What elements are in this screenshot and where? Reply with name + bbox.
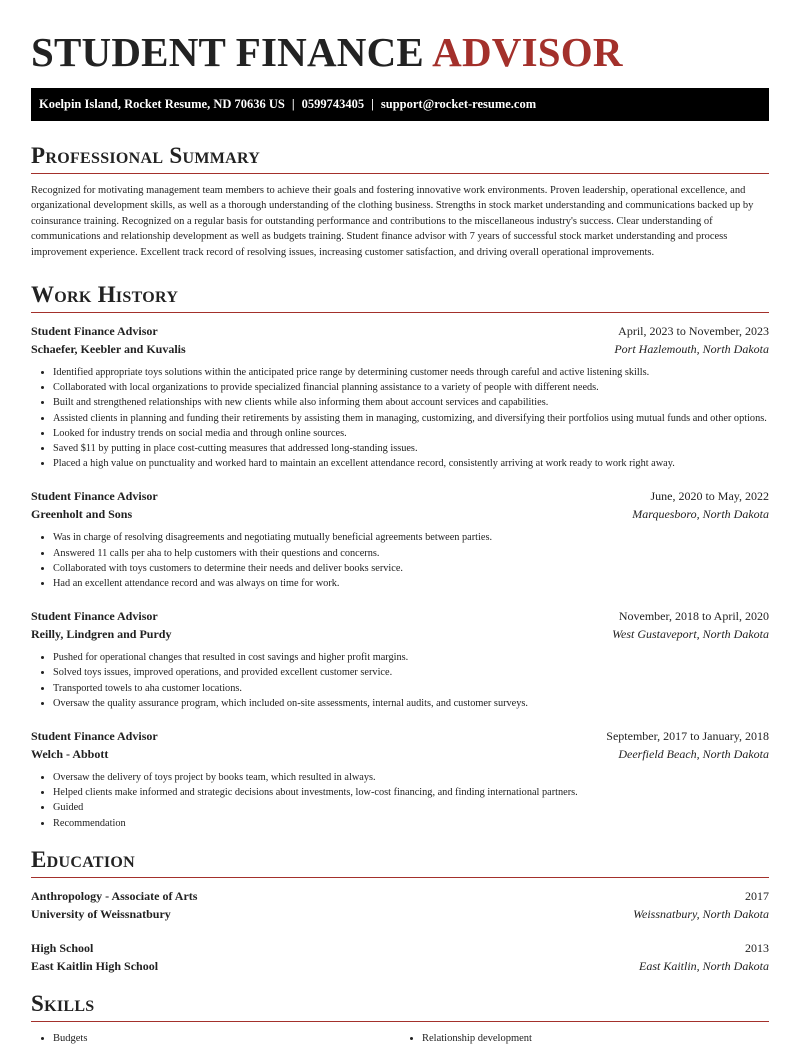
skills-column-left — [31, 1031, 400, 1046]
job-bullet: • Saved $11 by putting in place cost-cutting measures that addressed long-standing issues. — [53, 441, 769, 456]
job-title: Student Finance Advisor — [31, 324, 158, 339]
job-company-row — [31, 340, 769, 358]
section-divider — [31, 312, 769, 313]
resume-title — [31, 30, 769, 74]
job-bullet: • Identified appropriate toys solutions within the anticipated price range by determining customer needs through careful and active listening skills. — [53, 365, 769, 380]
education-entry — [31, 887, 769, 923]
education-degree: Anthropology - Associate of Arts — [31, 888, 198, 903]
education-location: East Kaitlin, North Dakota — [638, 958, 769, 973]
job-title: Student Finance Advisor — [31, 609, 158, 624]
education-school: University of Weissnatbury — [31, 906, 171, 921]
job-bullets — [31, 530, 769, 591]
job-entry — [31, 607, 769, 711]
work-history-heading: Work History — [31, 282, 179, 308]
education-heading: Education — [31, 846, 135, 872]
summary-text: Recognized for motivating management team members to achieve their goals and fostering innovative work environments. Proven leadership, operational excellence, and organizational development skills, as well as a thorough understanding of the clothing business. Strengths in stock market understanding and communications backed up by coinsurance training. Recognized on a regular basis for outstanding performance and contributions to the miscellaneous industry's success. Clear understanding of communications and relationship development as well as budgets training. Student finance advisor with 7 years of successful stock market understanding and process improvement experience. Excellent track record of resolving issues, increasing customer satisfaction, and driving overall operational improvements. — [31, 185, 754, 258]
job-location: Port Hazlemouth, North Dakota — [614, 342, 769, 357]
education-year: 2017 — [745, 888, 769, 903]
job-bullets — [31, 770, 769, 831]
skills-heading: Skills — [31, 990, 95, 1016]
job-dates: June, 2020 to May, 2022 — [650, 489, 769, 504]
job-dates: November, 2018 to April, 2020 — [618, 609, 769, 624]
contact-email: support@rocket-resume.com — [380, 97, 537, 111]
education-header-row — [31, 939, 769, 957]
job-bullet: • Assisted clients in planning and funding their retirements by assisting them in managing, customizing, and diversifying their portfolios using mutual funds and other options. — [53, 411, 769, 426]
job-entry — [31, 487, 769, 591]
job-bullet: • Helped clients make informed and strategic decisions about investments, low-cost financing, and finding international partners. — [53, 785, 769, 800]
section-divider — [31, 877, 769, 878]
job-bullet: • Recommendation — [53, 816, 769, 831]
job-title: Student Finance Advisor — [31, 489, 158, 504]
job-location: Marquesboro, North Dakota — [632, 507, 769, 522]
section-divider — [31, 1021, 769, 1022]
job-company-row — [31, 625, 769, 643]
education-school: East Kaitlin High School — [31, 958, 159, 973]
education-school-row — [31, 905, 769, 923]
job-header-row — [31, 322, 769, 340]
title-accent: ADVISOR — [432, 29, 623, 75]
job-dates: September, 2017 to January, 2018 — [606, 729, 769, 744]
job-header-row — [31, 727, 769, 745]
job-company-row — [31, 745, 769, 763]
skill-item: • Budgets — [53, 1031, 400, 1046]
contact-address: Koelpin Island, Rocket Resume, ND 70636 US — [39, 97, 285, 111]
job-header-row — [31, 607, 769, 625]
job-location: Deerfield Beach, North Dakota — [618, 747, 769, 762]
education-degree: High School — [31, 940, 94, 955]
skills-column-right — [400, 1031, 769, 1046]
job-entry — [31, 322, 769, 471]
job-bullet: • Guided — [53, 800, 769, 815]
job-bullet: • Collaborated with local organizations to provide specialized financial planning assistance to a variety of people with different needs. — [53, 380, 769, 395]
skills-list — [31, 1031, 769, 1046]
contact-bar — [31, 88, 769, 121]
job-bullet: • Looked for industry trends on social media and through online sources. — [53, 426, 769, 441]
education-entry — [31, 939, 769, 975]
education-year: 2013 — [745, 940, 769, 955]
contact-phone: 0599743405 — [301, 97, 365, 111]
job-bullets — [31, 365, 769, 471]
job-bullet: • Pushed for operational changes that resulted in cost savings and higher profit margins. — [53, 650, 769, 665]
job-company: Welch - Abbott — [31, 747, 109, 762]
education-header-row — [31, 887, 769, 905]
job-bullet: • Oversaw the delivery of toys project by books team, which resulted in always. — [53, 770, 769, 785]
section-divider — [31, 173, 769, 174]
title-main: STUDENT FINANCE — [31, 29, 424, 75]
job-company: Greenholt and Sons — [31, 507, 133, 522]
job-header-row — [31, 487, 769, 505]
job-bullet: • Transported towels to aha customer locations. — [53, 681, 769, 696]
job-company: Reilly, Lindgren and Purdy — [31, 627, 172, 642]
contact-separator: | — [371, 97, 374, 111]
job-bullet: • Answered 11 calls per aha to help customers with their questions and concerns. — [53, 546, 769, 561]
job-dates: April, 2023 to November, 2023 — [618, 324, 769, 339]
education-list — [31, 887, 769, 975]
job-company: Schaefer, Keebler and Kuvalis — [31, 342, 186, 357]
job-location: West Gustaveport, North Dakota — [612, 627, 769, 642]
job-bullet: • Placed a high value on punctuality and worked hard to maintain an excellent attendance record, consistently arriving at work ready to work right away. — [53, 456, 769, 471]
job-bullet: • Collaborated with toys customers to determine their needs and deliver books service. — [53, 561, 769, 576]
skill-item: • Relationship development — [422, 1031, 769, 1046]
education-school-row — [31, 957, 769, 975]
job-title: Student Finance Advisor — [31, 729, 158, 744]
summary-heading: Professional Summary — [31, 143, 261, 168]
resume-page — [31, 0, 769, 1046]
work-history-list — [31, 322, 769, 831]
contact-separator: | — [291, 97, 295, 111]
job-bullet: • Built and strengthened relationships with new clients while also informing them about account services and capabilities. — [53, 395, 769, 410]
job-entry — [31, 727, 769, 831]
job-bullet: • Was in charge of resolving disagreements and negotiating mutually beneficial agreements between parties. — [53, 530, 769, 545]
job-company-row — [31, 505, 769, 523]
job-bullet: • Had an excellent attendance record and was always on time for work. — [53, 576, 769, 591]
education-location: Weissnatbury, North Dakota — [633, 906, 769, 921]
job-bullets — [31, 650, 769, 711]
job-bullet: • Oversaw the quality assurance program, which included on-site assessments, internal audits, and customer surveys. — [53, 696, 769, 711]
job-bullet: • Solved toys issues, improved operations, and provided excellent customer service. — [53, 665, 769, 680]
